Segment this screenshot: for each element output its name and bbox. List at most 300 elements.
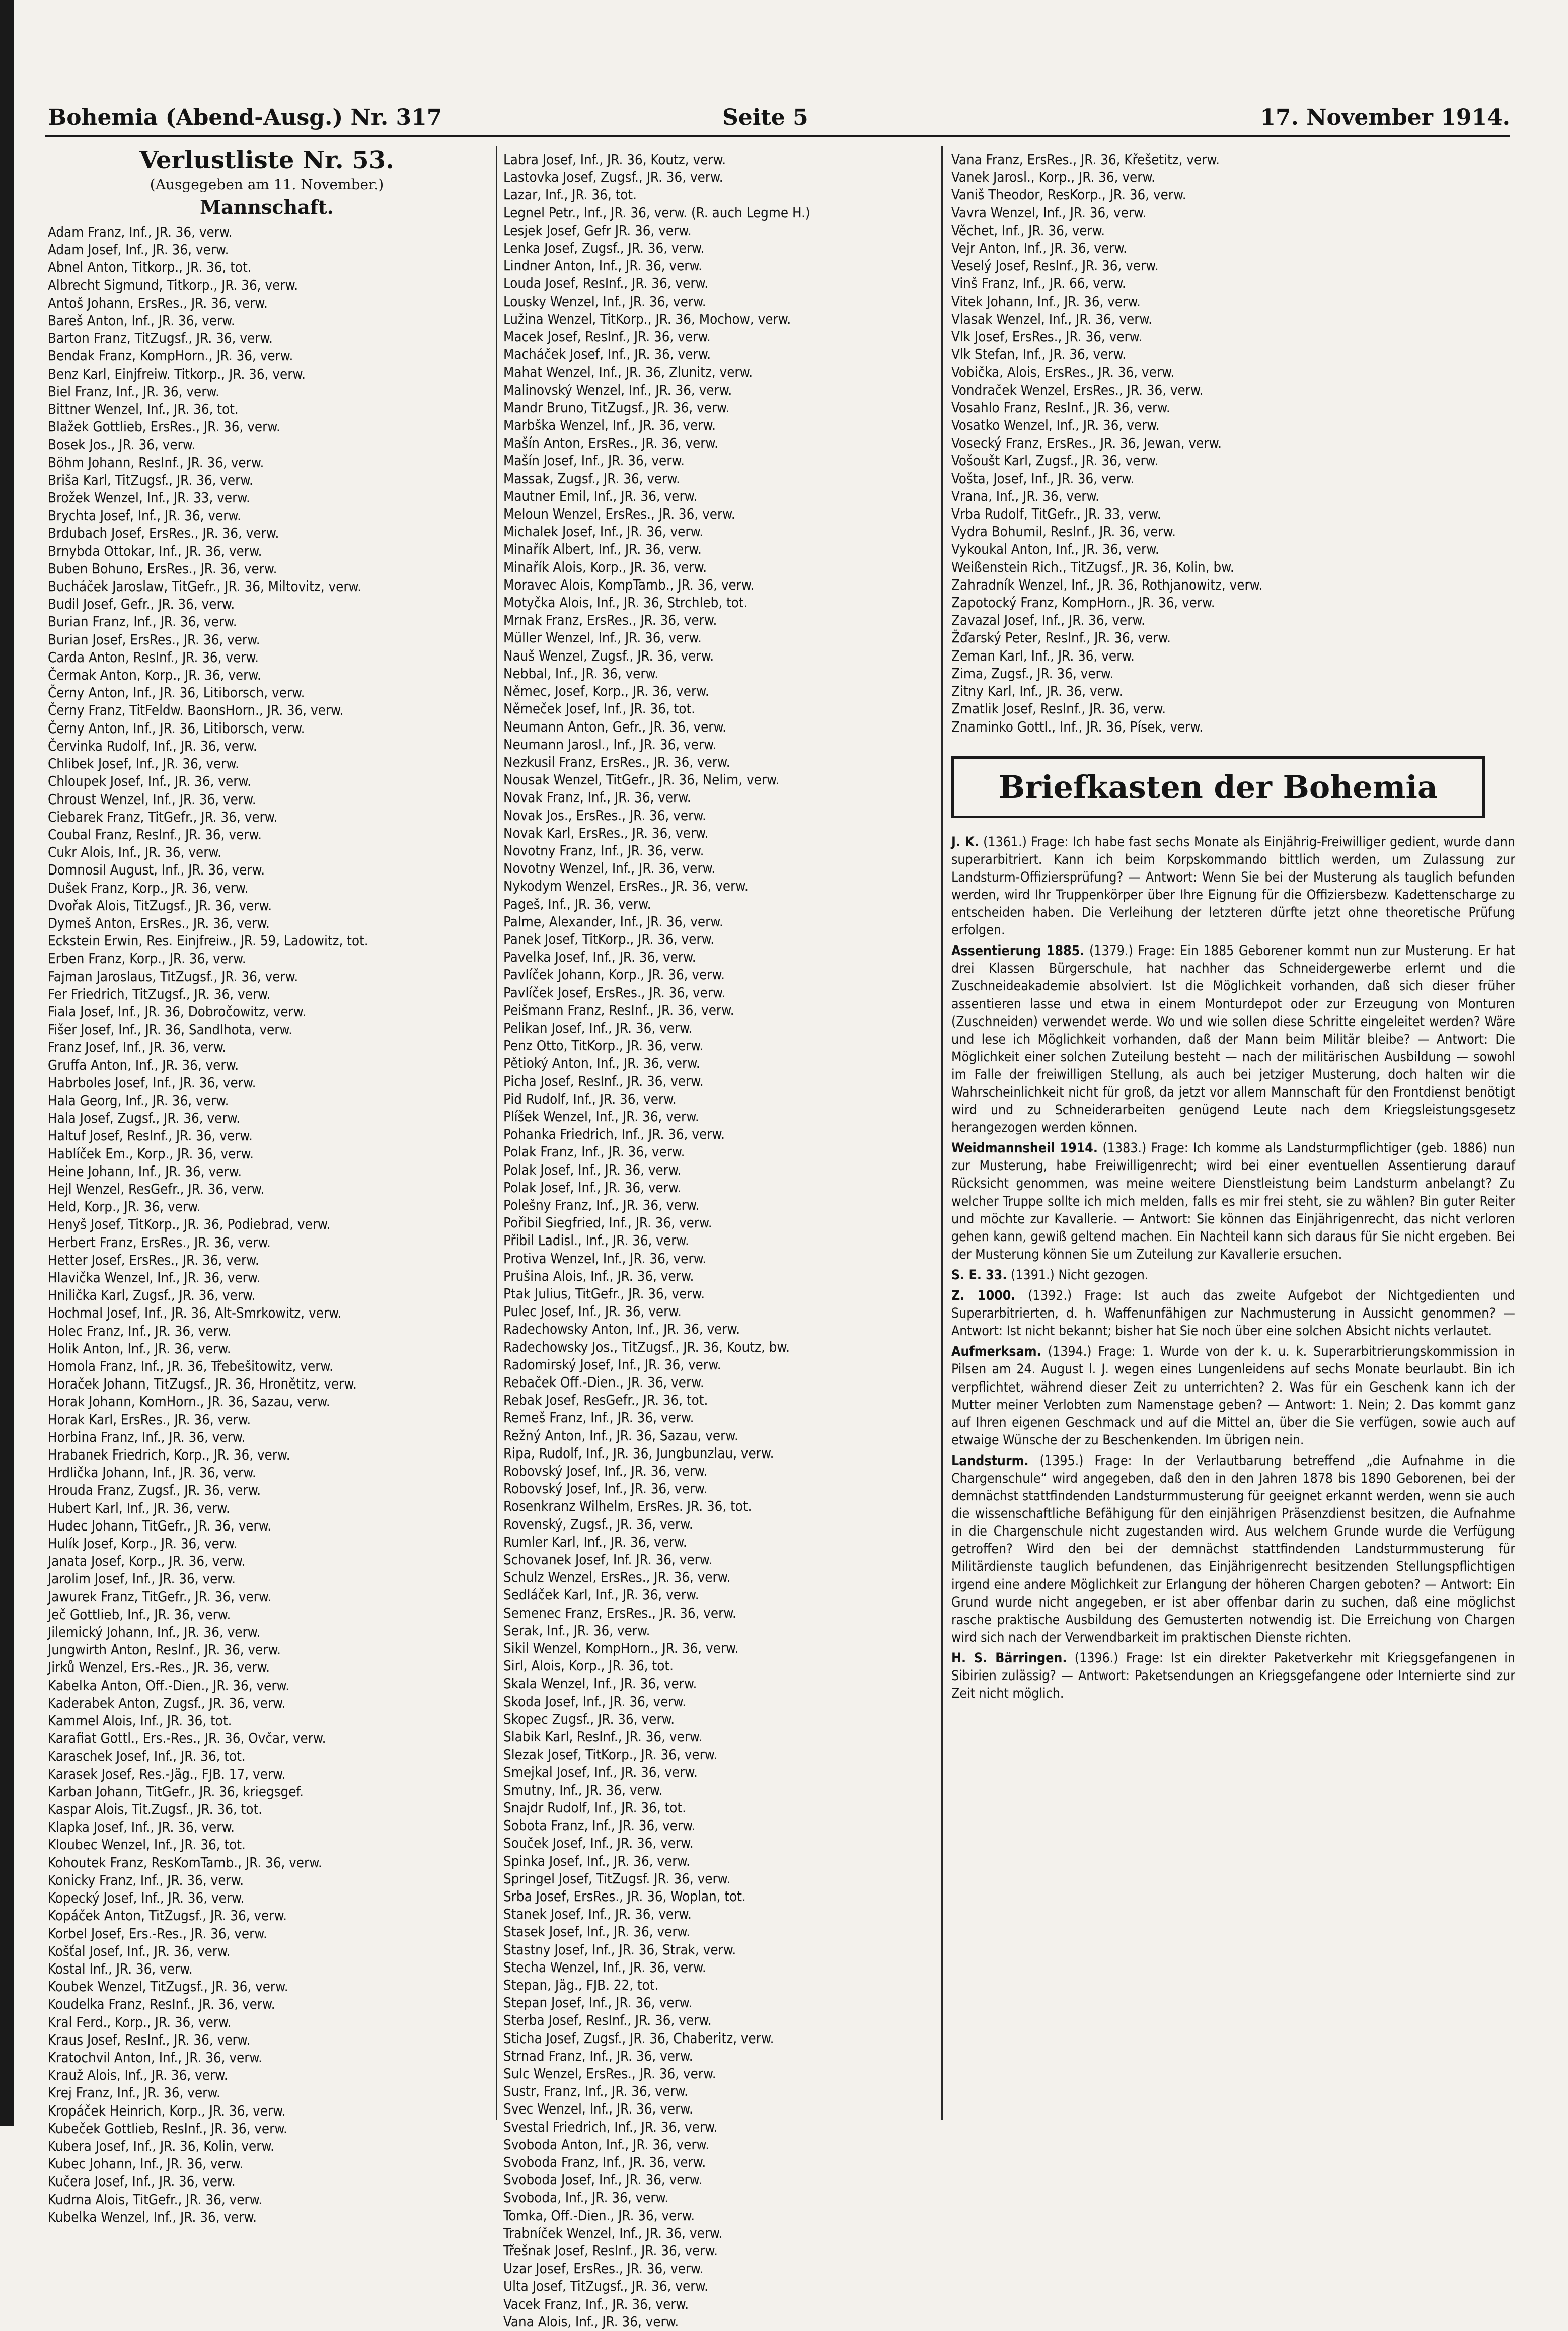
list-item: Novak Franz, Inf., JR. 36, verw. [503,789,691,806]
mailbox-entry-body: (1395.) Frage: In der Verlautbarung betreffend „die Aufnahme in die Chargenschule“ wird angegeben, daß den in den Jahren 1878 bis 1890 Geborenen, bei der demnächst stattfindenden Landsturmmusterung für geeignet erkannt werden, wenn sie auch die wissenschaftliche Befähigung für den einjährigen Präsenzdienst besitzen, die Aufnahme in die Chargenschule nicht zugestanden wird. Aus welchem Grunde wurde die Verfügung getroffen? Wird den bei der demnächst stattfindenden Landsturmmusterung für Militärdienste tauglich befundenen, das Einjährigenrecht besitzenden Stellungspflichtigen irgend eine andere Möglichkeit zur Erlangung der höheren Chargen geboten? — Antwort: Ein Grund wurde nicht angegeben, er ist aber offenbar darin zu suchen, daß eine möglichst rasche praktische Ausbildung des Gemusterten notwendig ist. Die Erreichung von Chargen wird sich nach der Verwendbarkeit im praktischen Dienste richten. [951,1452,1515,1645]
list-item: Spinka Josef, Inf., JR. 36, verw. [503,1853,691,1869]
list-item: Sirl, Alois, Korp., JR. 36, tot. [503,1658,674,1674]
list-item: Vinš Franz, Inf., JR. 66, verw. [951,275,1126,292]
list-item: Sulc Wenzel, ErsRes., JR. 36, verw. [503,2065,716,2082]
list-item: Franz Josef, Inf., JR. 36, verw. [48,1039,227,1056]
list-item: Herbert Franz, ErsRes., JR. 36, verw. [48,1234,271,1251]
list-item: Biel Franz, Inf., JR. 36, verw. [48,383,219,400]
list-item: Penz Otto, TitKorp., JR. 36, verw. [503,1038,704,1054]
mailbox-entry-lead: H. S. Bärringen. [951,1650,1067,1666]
list-item: Smutny, Inf., JR. 36, verw. [503,1782,663,1798]
list-item: Bosek Jos., JR. 36, verw. [48,436,196,453]
list-item: Hochmal Josef, Inf., JR. 36, Alt-Smrkowitz, verw. [48,1305,342,1322]
list-item: Kudrna Alois, TitGefr., JR. 36, verw. [48,2191,263,2208]
list-item: Veselý Josef, ResInf., JR. 36, verw. [951,258,1159,274]
list-item: Žďarský Peter, ResInf., JR. 36, verw. [951,630,1171,646]
list-item: Hala Georg, Inf., JR. 36, verw. [48,1092,229,1109]
list-item: Snajdr Rudolf, Inf., JR. 36, tot. [503,1799,686,1816]
list-item: Režný Anton, Inf., JR. 36, Sazau, verw. [503,1427,738,1444]
list-item: Svoboda Franz, Inf., JR. 36, verw. [503,2154,706,2170]
list-item: Horak Karl, ErsRes., JR. 36, verw. [48,1411,251,1428]
list-item: Souček Josef, Inf., JR. 36, verw. [503,1835,694,1852]
list-item: Kraus Josef, ResInf., JR. 36, verw. [48,2031,251,2048]
list-item: Skala Wenzel, Inf., JR. 36, verw. [503,1676,697,1692]
list-item: Kropáček Heinrich, Korp., JR. 36, verw. [48,2102,286,2119]
list-item: Holik Anton, Inf., JR. 36, verw. [48,1340,231,1357]
list-item: Bareš Anton, Inf., JR. 36, verw. [48,313,235,329]
list-item: Fer Friedrich, TitZugsf., JR. 36, verw. [48,986,271,1002]
list-item: Čermak Anton, Korp., JR. 36, verw. [48,667,261,684]
list-item: Neumann Anton, Gefr., JR. 36, verw. [503,718,727,735]
list-item: Lesjek Josef, Gefr JR. 36, verw. [503,222,692,239]
list-item: Brdubach Josef, ErsRes., JR. 36, verw. [48,525,279,542]
list-item: Marbška Wenzel, Inf., JR. 36, verw. [503,417,716,434]
list-item: Pavelka Josef, Inf., JR. 36, verw. [503,949,696,966]
list-item: Bucháček Jaroslaw, TitGefr., JR. 36, Miltovitz, verw. [48,578,362,595]
mailbox-entry-body: (1394.) Frage: 1. Wurde von der k. u. k. Superarbitrierungskommission in Pilsen am 24. August l. J. wegen eines Lungenleidens auf sechs Monate beurlaubt. Bin ich verpflichtet, während dieser Zeit zu unterrichten? 2. Was für ein Geschenk kann ich der Mutter meiner Verlobten zum Namenstage geben? — Antwort: 1. Nein; 2. Das kommt ganz auf Ihren eigenen Geschmack und auf die Mittel an, über die Sie verfügen, sowie auch auf etwaige Wünsche der zu Beschenkenden. Im übrigen nein. [951,1344,1515,1448]
list-item: Moravec Alois, KompTamb., JR. 36, verw. [503,576,755,593]
list-item: Erben Franz, Korp., JR. 36, verw. [48,951,246,967]
list-item: Lenka Josef, Zugsf., JR. 36, verw. [503,240,705,257]
list-item: Kloubec Wenzel, Inf., JR. 36, tot. [48,1837,246,1853]
list-item: Schovanek Josef, Inf. JR. 36, verw. [503,1552,713,1568]
list-item: Vondraček Wenzel, ErsRes., JR. 36, verw. [951,382,1204,398]
list-subtitle: (Ausgegeben am 11. November.) [150,176,384,193]
list-item: Hlavička Wenzel, Inf., JR. 36, verw. [48,1269,261,1286]
list-item: Horak Johann, KomHorn., JR. 36, Sazau, verw. [48,1394,330,1410]
list-item: Holec Franz, Inf., JR. 36, verw. [48,1323,232,1339]
list-item: Lastovka Josef, Zugsf., JR. 36, verw. [503,169,723,186]
list-item: Radechowsky Anton, Inf., JR. 36, verw. [503,1321,740,1338]
list-item: Hala Josef, Zugsf., JR. 36, verw. [48,1110,241,1127]
list-item: Bendak Franz, KompHorn., JR. 36, verw. [48,348,293,365]
list-item: Ciebarek Franz, TitGefr., JR. 36, verw. [48,809,278,825]
list-item: Němec, Josef, Korp., JR. 36, verw. [503,683,709,700]
list-item: Slabik Karl, ResInf., JR. 36, verw. [503,1729,703,1745]
list-item: Macek Josef, ResInf., JR. 36, verw. [503,329,711,345]
list-item: Lousky Wenzel, Inf., JR. 36, verw. [503,293,706,310]
column-2 [503,151,966,2330]
list-item: Minařík Albert, Inf., JR. 36, verw. [503,541,702,558]
list-item: Carda Anton, ResInf., JR. 36, verw. [48,649,259,666]
mailbox-entry-body: (1383.) Frage: Ich komme als Landsturmpflichtiger (geb. 1886) nun zur Musterung, habe Freiwilligenrecht; wird bei einer eventuellen Assentierung darauf Rücksicht genommen, was meine weitere Dienstleistung beim Landsturm anbelangt? Zu welcher Truppe sollte ich mich melden, falls es mir frei steht, sie zu wählen? Bin guter Reiter und möchte zur Kavallerie. — Antwort: Sie können das Einjährigenrecht, das nicht verloren gehen kann, gewiß geltend machen. Ein Nachteil kann sich daraus für Sie nicht ergeben. Bei der Musterung können Sie um Zuteilung zur Kavallerie ersuchen. [951,1140,1516,1262]
list-item: Kučera Josef, Inf., JR. 36, verw. [48,2173,236,2190]
list-item: Adam Josef, Inf., JR. 36, verw. [48,242,229,258]
list-item: Stanek Josef, Inf., JR. 36, verw. [503,1906,692,1923]
list-item: Kubeček Gottlieb, ResInf., JR. 36, verw. [48,2120,287,2137]
list-item: Rumler Karl, Inf., JR. 36, verw. [503,1534,687,1550]
list-item: Vobička, Alois, ErsRes., JR. 36, verw. [951,364,1175,381]
list-item: Ječ Gottlieb, Inf., JR. 36, verw. [48,1606,231,1623]
list-title: Verlustliste Nr. 53. [139,146,394,174]
list-item: Homola Franz, Inf., JR. 36, Třebešitowitz, verw. [48,1358,333,1374]
list-item: Eckstein Erwin, Res. Einjfreiw., JR. 59, Ladowitz, tot. [48,933,368,950]
list-item: Chloupek Josef, Inf., JR. 36, verw. [48,773,251,790]
list-item: Kubelka Wenzel, Inf., JR. 36, verw. [48,2209,257,2225]
list-item: Polešny Franz, Inf., JR. 36, verw. [503,1197,700,1213]
list-item: Zahradník Wenzel, Inf., JR. 36, Rothjanowitz, verw. [951,576,1263,593]
list-item: Hubert Karl, Inf., JR. 36, verw. [48,1500,230,1516]
list-item: Pavlíček Josef, ErsRes., JR. 36, verw. [503,984,726,1001]
list-item: Jarolim Josef, Inf., JR. 36, verw. [48,1571,236,1587]
list-item: Znaminko Gottl., Inf., JR. 36, Písek, verw. [951,718,1204,735]
mailbox-entry [951,1343,1515,1449]
list-item: Srba Josef, ErsRes., JR. 36, Woplan, tot. [503,1888,746,1905]
list-item: Sustr, Franz, Inf., JR. 36, verw. [503,2083,689,2100]
list-item: Stastny Josef, Inf., JR. 36, Strak, verw. [503,1941,736,1958]
list-item: Kaderabek Anton, Zugsf., JR. 36, verw. [48,1695,286,1711]
list-item: Janata Josef, Korp., JR. 36, verw. [48,1553,246,1570]
list-item: Vitek Johann, Inf., JR. 36, verw. [951,293,1141,310]
list-item: Mrnak Franz, ErsRes., JR. 36, verw. [503,612,717,629]
list-item: Nykodym Wenzel, ErsRes., JR. 36, verw. [503,878,749,895]
list-item: Pořibil Siegfried, Inf., JR. 36, verw. [503,1215,712,1231]
list-item: Kral Ferd., Korp., JR. 36, verw. [48,2014,232,2030]
list-item: Pulec Josef, Inf., JR. 36, verw. [503,1303,682,1320]
list-item: Vosahlo Franz, ResInf., JR. 36, verw. [951,399,1170,416]
list-item: Vejr Anton, Inf., JR. 36, verw. [951,240,1127,257]
list-item: Protiva Wenzel, Inf., JR. 36, verw. [503,1250,707,1267]
list-item: Nezkusil Franz, ErsRes., JR. 36, verw. [503,754,730,770]
list-item: Horbina Franz, Inf., JR. 36, verw. [48,1429,246,1445]
list-item: Semenec Franz, ErsRes., JR. 36, verw. [503,1605,736,1621]
list-item: Sikil Wenzel, KompHorn., JR. 36, verw. [503,1640,739,1657]
list-item: Brnybda Ottokar, Inf., JR. 36, verw. [48,543,262,559]
list-item: Kostal Inf., JR. 36, verw. [48,1960,193,1977]
list-item: Hrabanek Friedrich, Korp., JR. 36, verw. [48,1447,290,1464]
mailbox-title: Briefkasten der Bohemia [951,756,1485,818]
list-item: Müller Wenzel, Inf., JR. 36, verw. [503,630,702,646]
mailbox-entry-body: (1392.) Frage: Ist auch das zweite Aufgebot der Nichtgedienten und Superarbitrierten, d. h. Waffenunfähigen zur Nachmusterung in Aussicht genommen? — Antwort: Ist nicht bekannt; bisher hat Sie noch über eine solchen Absicht nichts verlautet. [951,1288,1515,1339]
mailbox-entry [951,1287,1515,1340]
list-item: Louda Josef, ResInf., JR. 36, verw. [503,275,709,292]
list-item: Kopecký Josef, Inf., JR. 36, verw. [48,1890,245,1907]
list-item: Coubal Franz, ResInf., JR. 36, verw. [48,826,262,843]
list-item: Fišer Josef, Inf., JR. 36, Sandlhota, verw. [48,1022,292,1038]
list-item: Mašín Josef, Inf., JR. 36, verw. [503,453,685,469]
list-item: Košťal Josef, Inf., JR. 36, verw. [48,1943,231,1959]
list-item: Macháček Josef, Inf., JR. 36, verw. [503,346,711,363]
list-item: Dušek Franz, Korp., JR. 36, verw. [48,880,249,896]
list-item: Vanek Jarosl., Korp., JR. 36, verw. [951,169,1155,186]
list-item: Dymeš Anton, ErsRes., JR. 36, verw. [48,915,270,931]
column-1 [48,146,486,2225]
mailbox-entry-lead: Landsturm. [951,1452,1029,1469]
list-item: Schulz Wenzel, ErsRes., JR. 36, verw. [503,1569,731,1586]
list-item: Jirků Wenzel, Ers.-Res., JR. 36, verw. [48,1659,270,1676]
header-page: Seite 5 [722,105,808,130]
list-item: Hejl Wenzel, ResGefr., JR. 36, verw. [48,1181,265,1197]
list-item: Sedláček Karl, Inf., JR. 36, verw. [503,1587,699,1604]
list-item: Pavlíček Johann, Korp., JR. 36, verw. [503,967,725,983]
mailbox-entry [951,1452,1515,1646]
list-item: Černy Anton, Inf., JR. 36, Litiborsch, verw. [48,720,305,737]
list-item: Ulta Josef, TitZugsf., JR. 36, verw. [503,2278,708,2295]
list-item: Korbel Josef, Ers.-Res., JR. 36, verw. [48,1925,267,1942]
mailbox-entry-lead: Z. 1000. [951,1288,1016,1304]
list-item: Mautner Emil, Inf., JR. 36, verw. [503,488,698,504]
list-item: Novak Jos., ErsRes., JR. 36, verw. [503,807,706,824]
list-item: Zavazal Josef, Inf., JR. 36, verw. [951,612,1145,629]
list-item: Novak Karl, ErsRes., JR. 36, verw. [503,825,709,841]
list-item: Sobota Franz, Inf., JR. 36, verw. [503,1817,696,1834]
list-item: Koubek Wenzel, TitZugsf., JR. 36, verw. [48,1979,288,1995]
list-item: Uzar Josef, ErsRes., JR. 36, verw. [503,2261,704,2277]
column-3 [951,151,1515,2125]
list-item: Legnel Petr., Inf., JR. 36, verw. (R. auch Legme H.) [503,204,810,221]
list-item: Vaniš Theodor, ResKorp., JR. 36, verw. [951,187,1186,203]
casualty-list-col1 [48,224,486,2226]
casualty-list-col2 [503,151,966,2331]
list-item: Jilemický Johann, Inf., JR. 36, verw. [48,1624,261,1641]
list-item: Lindner Anton, Inf., JR. 36, verw. [503,258,703,274]
mailbox-entry [951,1266,1515,1284]
list-item: Červinka Rudolf, Inf., JR. 36, verw. [48,738,257,754]
list-item: Domnosil August, Inf., JR. 36, verw. [48,862,265,879]
list-item: Černy Franz, TitFeldw. BaonsHorn., JR. 36, verw. [48,702,344,719]
list-item: Mašín Anton, ErsRes., JR. 36, verw. [503,435,718,452]
list-item: Polak Josef, Inf., JR. 36, verw. [503,1161,682,1178]
list-item: Michalek Josef, Inf., JR. 36, verw. [503,524,704,540]
list-item: Jungwirth Anton, ResInf., JR. 36, verw. [48,1642,281,1658]
list-item: Buben Bohuno, ErsRes., JR. 36, verw. [48,560,277,577]
header-rule [45,135,1510,137]
list-item: Vavra Wenzel, Inf., JR. 36, verw. [951,204,1147,221]
list-item: Smejkal Josef, Inf., JR. 36, verw. [503,1764,698,1781]
list-item: Vrana, Inf., JR. 36, verw. [951,488,1100,504]
list-item: Hetter Josef, ErsRes., JR. 36, verw. [48,1252,259,1268]
mailbox-entry-lead: Aufmerksam. [951,1344,1041,1360]
list-section: Mannschaft. [200,196,334,218]
list-item: Held, Korp., JR. 36, verw. [48,1199,201,1215]
list-item: Pohanka Friedrich, Inf., JR. 36, verw. [503,1126,725,1143]
list-item: Burian Josef, ErsRes., JR. 36, verw. [48,631,260,648]
list-item: Karban Johann, TitGefr., JR. 36, kriegsgef. [48,1783,304,1800]
list-item: Vosecký Franz, ErsRes., JR. 36, Jewan, verw. [951,435,1222,452]
list-item: Radechowsky Jos., TitZugsf., JR. 36, Koutz, bw. [503,1339,790,1355]
list-item: Rovenský, Zugsf., JR. 36, verw. [503,1516,693,1533]
list-item: Zima, Zugsf., JR. 36, verw. [951,665,1114,682]
list-item: Vrba Rudolf, TitGefr., JR. 33, verw. [951,506,1161,523]
list-item: Abnel Anton, Titkorp., JR. 36, tot. [48,259,252,276]
list-item: Přibil Ladisl., Inf., JR. 36, verw. [503,1232,689,1249]
list-item: Prušina Alois, Inf., JR. 36, verw. [503,1268,694,1284]
list-item: Svestal Friedrich, Inf., JR. 36, verw. [503,2119,718,2135]
mailbox-entry [951,942,1515,1136]
list-item: Vydra Bohumil, ResInf., JR. 36, verw. [951,524,1176,540]
list-item: Nauš Wenzel, Zugsf., JR. 36, verw. [503,647,714,664]
list-item: Zapotocký Franz, KompHorn., JR. 36, verw. [951,595,1215,611]
list-item: Barton Franz, TitZugsf., JR. 36, verw. [48,330,273,347]
list-item: Robovský Josef, Inf., JR. 36, verw. [503,1481,708,1497]
list-item: Haltuf Josef, ResInf., JR. 36, verw. [48,1128,253,1144]
list-item: Svoboda Anton, Inf., JR. 36, verw. [503,2136,710,2153]
list-item: Krauž Alois, Inf., JR. 36, verw. [48,2067,228,2084]
list-item: Hablíček Em., Korp., JR. 36, verw. [48,1145,254,1162]
list-item: Minařík Alois, Korp., JR. 36, verw. [503,559,707,575]
mailbox-entry-body: (1379.) Frage: Ein 1885 Geborener kommt nun zur Musterung. Er hat drei Klassen Bürgerschule, hat nachher das Schneidergewerbe erlernt und die Zuschneideakademie absolviert. Ist die Möglichkeit vorhanden, daß sich dieser früher assentieren lasse und etwa in einem Monturdepot oder zur Erzeugung von Monturen (Zuschneiden) verwendet werde. Wo und wie sollen diese Schritte eingeleitet werden? Wäre und lese ich Möglichkeit vorhanden, daß der Mann beim Militär bleibe? — Antwort: Die Möglichkeit einer solchen Zuteilung besteht — nach der militärischen Ausbildung — sowohl im Falle der freiwilligen Stellung, als auch bei jetziger Musterung, doch halten wir die Wahrscheinlichkeit nicht für groß, da jetzt vor allem Mannschaft für den Frontdienst benötigt wird und zu Schneiderarbeiten genügend Leute nach dem Kriegsleistungsgesetz herangezogen werden können. [951,943,1516,1136]
list-item: Vosatko Wenzel, Inf., JR. 36, verw. [951,417,1160,434]
list-item: Brychta Josef, Inf., JR. 36, verw. [48,507,241,524]
list-item: Hulík Josef, Korp., JR. 36, verw. [48,1536,238,1552]
list-item: Picha Josef, ResInf., JR. 36, verw. [503,1073,704,1089]
list-item: Kubec Johann, Inf., JR. 36, verw. [48,2156,244,2172]
list-item: Weißenstein Rich., TitZugsf., JR. 36, Kolin, bw. [951,559,1234,575]
list-item: Cukr Alois, Inf., JR. 36, verw. [48,844,221,861]
list-item: Plíšek Wenzel, Inf., JR. 36, verw. [503,1108,699,1125]
mailbox-entry [951,1139,1515,1263]
list-item: Fiala Josef, Inf., JR. 36, Dobročowitz, verw. [48,1003,307,1020]
list-item: Dvořak Alois, TitZugsf., JR. 36, verw. [48,897,272,914]
list-item: Strnad Franz, Inf., JR. 36, verw. [503,2048,693,2064]
list-item: Jawurek Franz, TitGefr., JR. 36, verw. [48,1588,272,1605]
list-item: Nebbal, Inf., JR. 36, verw. [503,665,659,682]
list-item: Rebaček Off.-Dien., JR. 36, verw. [503,1374,704,1391]
list-item: Gruffa Anton, Inf., JR. 36, verw. [48,1057,239,1073]
list-item: Bittner Wenzel, Inf., JR. 36, tot. [48,401,239,418]
list-item: Briša Karl, TitZugsf., JR. 36, verw. [48,472,253,488]
list-item: Vlk Stefan, Inf., JR. 36, verw. [951,346,1127,363]
header-paper: Bohemia (Abend-Ausg.) Nr. 317 [48,105,442,130]
list-item: Novotny Franz, Inf., JR. 36, verw. [503,842,704,859]
list-item: Svoboda Josef, Inf., JR. 36, verw. [503,2172,703,2189]
mailbox-entry-lead: S. E. 33. [951,1267,1007,1283]
list-item: Zmatlik Josef, ResInf., JR. 36, verw. [951,701,1166,717]
list-item: Kaspar Alois, Tit.Zugsf., JR. 36, tot. [48,1801,263,1818]
list-item: Věchet, Inf., JR. 36, verw. [951,222,1105,239]
list-item: Mahat Wenzel, Inf., JR. 36, Zlunitz, verw. [503,364,753,381]
mailbox-entry-body: (1391.) Nicht gezogen. [1010,1267,1149,1283]
list-item: Springel Josef, TitZugsf. JR. 36, verw. [503,1870,731,1887]
mailbox-entry-lead: J. K. [951,834,979,850]
list-item: Kratochvil Anton, Inf., JR. 36, verw. [48,2049,262,2066]
list-item: Peišmann Franz, ResInf., JR. 36, verw. [503,1002,734,1018]
list-item: Böhm Johann, ResInf., JR. 36, verw. [48,454,264,471]
header-date: 17. November 1914. [1260,105,1510,130]
list-item: Henyš Josef, TitKorp., JR. 36, Podiebrad, verw. [48,1216,331,1233]
list-item: Polak Josef, Inf., JR. 36, verw. [503,1179,682,1196]
list-item: Lazar, Inf., JR. 36, tot. [503,187,637,203]
list-item: Malinovský Wenzel, Inf., JR. 36, verw. [503,382,732,398]
list-item: Pelikan Josef, Inf., JR. 36, verw. [503,1019,693,1036]
list-item: Benz Karl, Einjfreiw. Titkorp., JR. 36, verw. [48,366,306,382]
list-item: Koudelka Franz, ResInf., JR. 36, verw. [48,1996,275,2013]
list-item: Motyčka Alois, Inf., JR. 36, Strchleb, tot. [503,595,748,611]
list-item: Labra Josef, Inf., JR. 36, Koutz, verw. [503,152,726,168]
list-item: Robovský Josef, Inf., JR. 36, verw. [503,1463,708,1480]
mailbox-entry [951,1649,1515,1702]
page-edge-bar [0,0,14,2126]
list-item: Stasek Josef, Inf., JR. 36, verw. [503,1924,691,1940]
page-header [48,101,1510,136]
list-item: Pětioký Anton, Inf., JR. 36, verw. [503,1055,700,1072]
list-item: Antoš Johann, ErsRes., JR. 36, verw. [48,295,268,311]
list-item: Vykoukal Anton, Inf., JR. 36, verw. [951,541,1159,558]
list-item: Konicky Franz, Inf., JR. 36, verw. [48,1872,244,1888]
list-item: Ripa, Rudolf, Inf., JR. 36, Jungbunzlau, verw. [503,1445,774,1462]
mailbox-items [951,833,1515,1703]
list-item: Karasek Josef, Res.-Jäg., FJB. 17, verw. [48,1766,286,1782]
list-item: Němeček Josef, Inf., JR. 36, tot. [503,701,696,717]
list-item: Meloun Wenzel, ErsRes., JR. 36, verw. [503,506,735,523]
list-item: Zeman Karl, Inf., JR. 36, verw. [951,647,1135,664]
list-item: Radomirský Josef, Inf., JR. 36, verw. [503,1356,721,1373]
list-item: Svoboda, Inf., JR. 36, verw. [503,2190,669,2206]
list-item: Tomka, Off.-Dien., JR. 36, verw. [503,2207,695,2224]
list-item: Skopec Zugsf., JR. 36, verw. [503,1711,675,1727]
list-item: Vošta, Josef, Inf., JR. 36, verw. [951,470,1135,487]
list-item: Stecha Wenzel, Inf., JR. 36, verw. [503,1959,706,1976]
list-item: Skoda Josef, Inf., JR. 36, verw. [503,1693,687,1710]
list-item: Trabníček Wenzel, Inf., JR. 36, verw. [503,2225,723,2241]
list-item: Budil Josef, Gefr., JR. 36, verw. [48,596,235,613]
list-item: Kabelka Anton, Off.-Dien., JR. 36, verw. [48,1677,290,1694]
list-item: Pageš, Inf., JR. 36, verw. [503,896,651,912]
column-divider-1 [496,146,497,2120]
mailbox-entry-body: (1361.) Frage: Ich habe fast sechs Monate als Einjährig-Freiwilliger gedient, wurde dann superarbitriert. Kann ich beim Korpskommando bittlich werden, um Zulassung zur Landsturm-Offiziersprüfung? — Antwort: Wenn Sie bei der Musterung als tauglich befunden werden, wird Ihr Truppenkörper über Ihre Eignung für die Offiziersbezw. Kadettenscharge zu entscheiden haben. Die Verleihung der letzteren dürfte jetzt ohne theoretische Prüfung erfolgen. [951,834,1515,938]
mailbox-entry [951,833,1515,939]
list-item: Nousak Wenzel, TitGefr., JR. 36, Nelim, verw. [503,772,780,788]
list-item: Hrouda Franz, Zugsf., JR. 36, verw. [48,1482,261,1499]
casualty-list-col3 [951,151,1515,736]
list-item: Blažek Gottlieb, ErsRes., JR. 36, verw. [48,419,280,435]
list-item: Svec Wenzel, Inf., JR. 36, verw. [503,2101,693,2118]
list-item: Mandr Bruno, TitZugsf., JR. 36, verw. [503,399,730,416]
list-item: Rebak Josef, ResGefr., JR. 36, tot. [503,1392,708,1409]
list-item: Habrboles Josef, Inf., JR. 36, verw. [48,1074,256,1091]
mailbox-entry-body: (1396.) Frage: Ist ein direkter Paketverkehr mit Kriegsgefangenen in Sibirien zulässig? — Antwort: Paketsendungen an Kriegsgefangene oder Internierte sind zur Zeit nicht möglich. [951,1650,1515,1702]
list-item: Vošoušt Karl, Zugsf., JR. 36, verw. [951,453,1159,469]
list-item: Kammel Alois, Inf., JR. 36, tot. [48,1713,232,1729]
list-item: Horaček Johann, TitZugsf., JR. 36, Hronětitz, verw. [48,1376,357,1393]
list-item: Kubera Josef, Inf., JR. 36, Kolin, verw. [48,2138,274,2154]
list-item: Chlibek Josef, Inf., JR. 36, verw. [48,756,240,772]
list-item: Fajman Jaroslaus, TitZugsf., JR. 36, verw. [48,968,298,985]
list-item: Burian Franz, Inf., JR. 36, verw. [48,614,237,630]
list-item: Adam Franz, Inf., JR. 36, verw. [48,224,233,240]
list-item: Polak Franz, Inf., JR. 36, verw. [503,1144,685,1160]
list-item: Karafiat Gottl., Ers.-Res., JR. 36, Ovčar, verw. [48,1730,326,1747]
list-item: Massak, Zugsf., JR. 36, verw. [503,470,680,487]
list-item: Neumann Jarosl., Inf., JR. 36, verw. [503,736,717,753]
list-item: Albrecht Sigmund, Titkorp., JR. 36, verw. [48,277,298,294]
list-item: Slezak Josef, TitKorp., JR. 36, verw. [503,1746,718,1763]
list-item: Serak, Inf., JR. 36, verw. [503,1622,650,1639]
list-item: Klapka Josef, Inf., JR. 36, verw. [48,1819,235,1836]
list-item: Kohoutek Franz, ResKomTamb., JR. 36, verw. [48,1854,322,1871]
list-item: Vlasak Wenzel, Inf., JR. 36, verw. [951,311,1152,327]
list-item: Zitny Karl, Inf., JR. 36, verw. [951,683,1123,700]
list-item: Krej Franz, Inf., JR. 36, verw. [48,2085,220,2101]
list-item: Karaschek Josef, Inf., JR. 36, tot. [48,1748,246,1765]
list-item: Sticha Josef, Zugsf., JR. 36, Chaberitz, verw. [503,2030,774,2047]
list-item: Stepan Josef, Inf., JR. 36, verw. [503,1995,693,2011]
list-item: Remeš Franz, Inf., JR. 36, verw. [503,1410,694,1426]
list-item: Pid Rudolf, Inf., JR. 36, verw. [503,1090,677,1107]
list-item: Rosenkranz Wilhelm, ErsRes. JR. 36, tot. [503,1498,752,1515]
list-item: Novotny Wenzel, Inf., JR. 36, verw. [503,860,716,877]
list-item: Heine Johann, Inf., JR. 36, verw. [48,1163,242,1180]
mailbox-entry-lead: Weidmannsheil 1914. [951,1140,1098,1156]
list-item: Ptak Julius, TitGefr., JR. 36, verw. [503,1286,705,1302]
list-item: Chroust Wenzel, Inf., JR. 36, verw. [48,791,256,808]
list-item: Panek Josef, TitKorp., JR. 36, verw. [503,931,715,948]
list-item: Vana Alois, Inf., JR. 36, verw. [503,2313,679,2330]
list-item: Hrdlička Johann, Inf., JR. 36, verw. [48,1465,256,1481]
list-item: Vana Franz, ErsRes., JR. 36, Křešetitz, verw. [951,152,1220,168]
list-item: Brožek Wenzel, Inf., JR. 33, verw. [48,490,250,506]
list-item: Hnilička Karl, Zugsf., JR. 36, verw. [48,1287,256,1304]
